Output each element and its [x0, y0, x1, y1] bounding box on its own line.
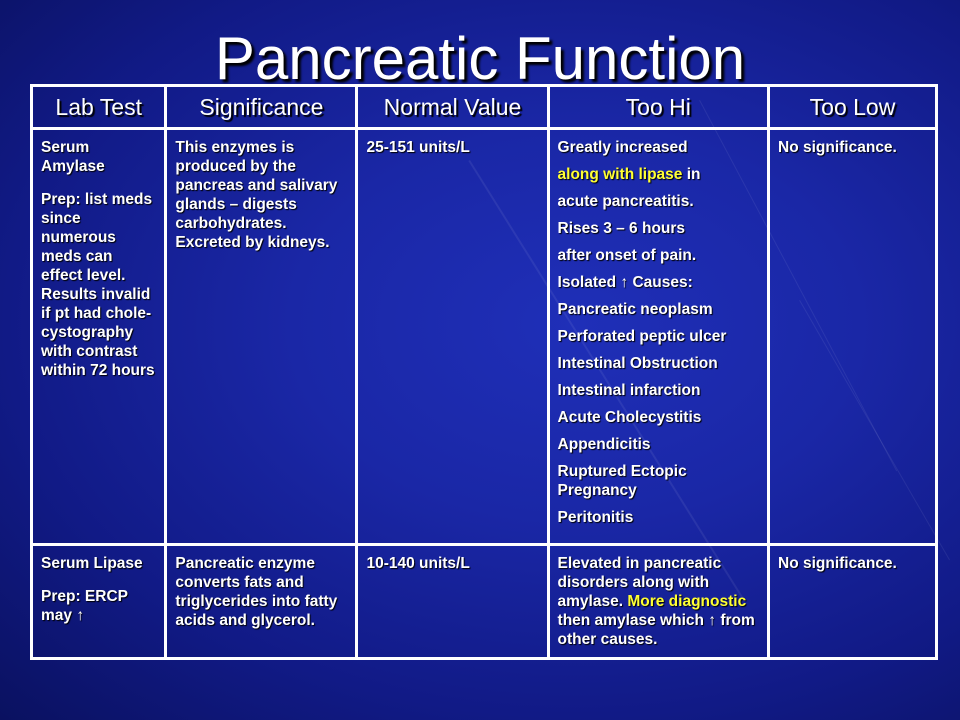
too-hi-line: Rises 3 – 6 hours [557, 220, 686, 237]
too-hi-line: after onset of pain. [557, 247, 697, 264]
cause-item: Intestinal Obstruction [557, 355, 718, 372]
header-normal-value: Normal Value [357, 86, 548, 129]
test-prep: Prep: list meds since numerous meds can effect level. Results invalid if pt had chole-cystography with contrast within 72 hours [41, 191, 155, 379]
header-significance: Significance [166, 86, 357, 129]
cause-item: Acute Cholecystitis [557, 409, 702, 426]
cause-item: Intestinal infarction [557, 382, 701, 399]
test-prep: Prep: ERCP may ↑ [41, 588, 128, 624]
too-hi-line [558, 165, 759, 192]
cell-too-low: No significance. [769, 129, 937, 545]
cell-significance: This enzymes is produced by the pancreas and salivary glands – digests carbohydrates. Excreted by kidneys. [166, 129, 357, 545]
header-lab-test: Lab Test [32, 86, 166, 129]
test-name: Serum Amylase [41, 139, 105, 175]
too-hi-line: Isolated ↑ Causes: [557, 274, 693, 291]
too-hi-line: Greatly increased [557, 139, 688, 156]
lab-table [30, 84, 938, 660]
cell-normal-value: 10-140 units/L [357, 545, 548, 659]
cell-lab-test [32, 545, 166, 659]
cause-item: Perforated peptic ulcer [557, 328, 727, 345]
cell-too-low: No significance. [769, 545, 937, 659]
table-row [32, 129, 937, 545]
too-hi-text: then amylase which ↑ from other causes. [557, 612, 755, 648]
highlight-text: along with lipase [557, 166, 683, 183]
table-row [32, 545, 937, 659]
cell-normal-value: 25-151 units/L [357, 129, 548, 545]
cause-item: Appendicitis [557, 436, 651, 453]
table-header-row [32, 86, 937, 129]
too-hi-line: acute pancreatitis. [557, 193, 694, 210]
cause-item: Peritonitis [557, 509, 634, 526]
cell-lab-test [32, 129, 166, 545]
too-hi-text: in [682, 166, 701, 183]
cell-significance: Pancreatic enzyme converts fats and triglycerides into fatty acids and glycerol. [166, 545, 357, 659]
highlight-text: More diagnostic [627, 593, 747, 610]
cause-item: Pancreatic neoplasm [557, 301, 713, 318]
cell-too-hi [548, 129, 768, 545]
header-too-low: Too Low [769, 86, 937, 129]
cell-too-hi [548, 545, 768, 659]
slide-title: Pancreatic Function [214, 25, 746, 92]
too-hi-text: Elevated in pancreatic disorders along with amylase. [557, 555, 722, 610]
cause-item: Ruptured Ectopic Pregnancy [557, 463, 687, 499]
header-too-hi: Too Hi [548, 86, 768, 129]
test-name: Serum Lipase [41, 555, 143, 572]
